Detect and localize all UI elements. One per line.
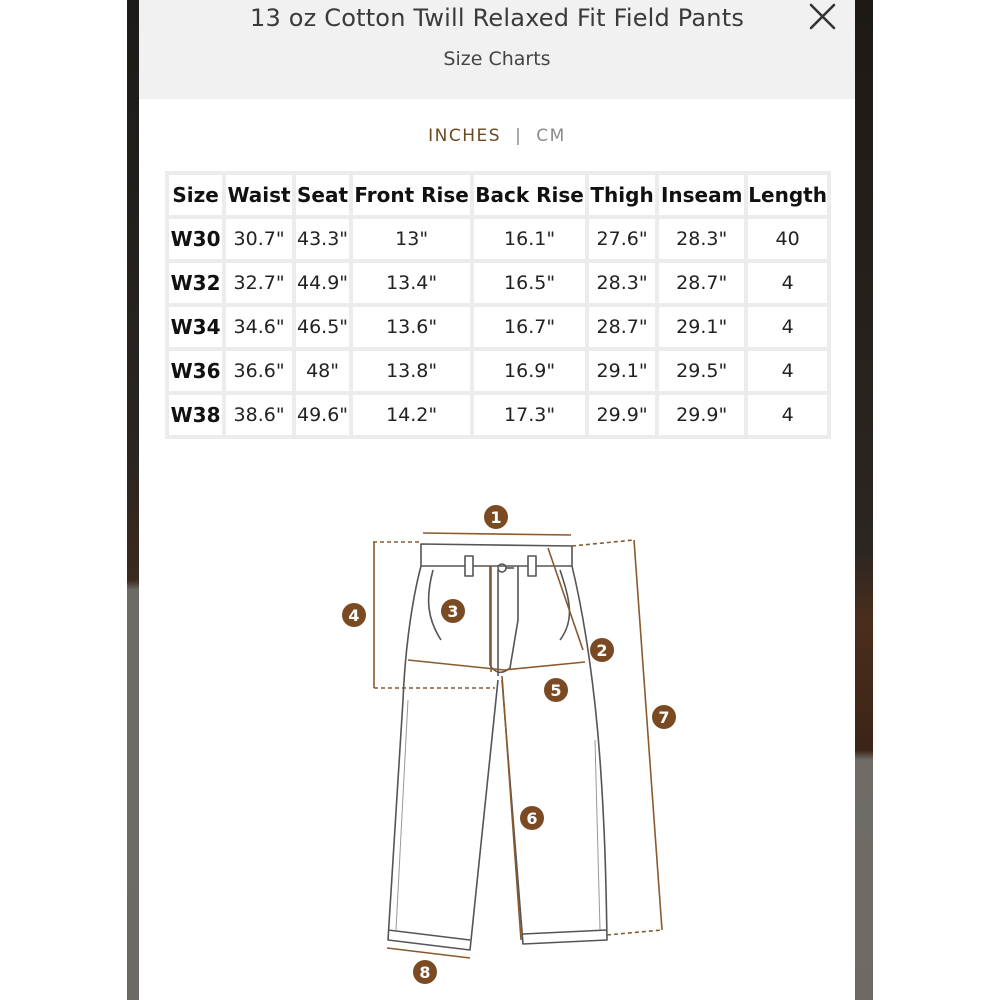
back-rise-cell: 16.1"	[474, 219, 585, 259]
front-rise-cell: 13.8"	[353, 351, 470, 391]
pants-outline	[388, 544, 607, 950]
back-rise-cell: 16.9"	[474, 351, 585, 391]
thigh-cell: 29.9"	[589, 395, 655, 435]
header-length: Length	[748, 175, 827, 215]
svg-text:4: 4	[348, 606, 360, 625]
unit-cm-tab[interactable]: CM	[536, 126, 566, 146]
svg-text:2: 2	[596, 641, 608, 660]
front-rise-cell: 14.2"	[353, 395, 470, 435]
thigh-cell: 28.7"	[589, 307, 655, 347]
svg-text:5: 5	[550, 681, 562, 700]
inseam-cell: 28.3"	[659, 219, 744, 259]
badge-3	[441, 599, 465, 623]
badge-8	[413, 960, 437, 984]
badge-6	[520, 806, 544, 830]
waist-cell: 36.6"	[226, 351, 292, 391]
header-front-rise: Front Rise	[353, 175, 470, 215]
seat-cell: 46.5"	[296, 307, 349, 347]
inseam-cell: 29.1"	[659, 307, 744, 347]
inseam-cell: 29.5"	[659, 351, 744, 391]
length-cell: 4	[748, 263, 827, 303]
front-rise-cell: 13.6"	[353, 307, 470, 347]
back-rise-cell: 16.7"	[474, 307, 585, 347]
seat-cell: 43.3"	[296, 219, 349, 259]
length-cell: 4	[748, 307, 827, 347]
size-cell: W34	[169, 307, 222, 347]
badge-4	[342, 603, 366, 627]
header-seat: Seat	[296, 175, 349, 215]
header-waist: Waist	[226, 175, 292, 215]
svg-text:8: 8	[419, 963, 431, 982]
size-cell: W30	[169, 219, 222, 259]
inseam-cell: 28.7"	[659, 263, 744, 303]
header-inseam: Inseam	[659, 175, 744, 215]
front-rise-cell: 13.4"	[353, 263, 470, 303]
modal-subtitle: Size Charts	[443, 48, 551, 70]
unit-separator: |	[515, 126, 523, 146]
svg-text:3: 3	[447, 602, 459, 621]
unit-inches-tab[interactable]: INCHES	[428, 126, 502, 146]
badge-1	[484, 505, 508, 529]
waist-cell: 34.6"	[226, 307, 292, 347]
badge-2	[590, 638, 614, 662]
header-thigh: Thigh	[589, 175, 655, 215]
badge-7	[652, 705, 676, 729]
back-rise-cell: 17.3"	[474, 395, 585, 435]
length-cell: 4	[748, 395, 827, 435]
inseam-cell: 29.9"	[659, 395, 744, 435]
length-cell: 40	[748, 219, 827, 259]
size-cell: W36	[169, 351, 222, 391]
svg-text:7: 7	[658, 708, 670, 727]
waist-cell: 32.7"	[226, 263, 292, 303]
svg-text:1: 1	[490, 508, 502, 527]
size-cell: W38	[169, 395, 222, 435]
thigh-cell: 29.1"	[589, 351, 655, 391]
size-cell: W32	[169, 263, 222, 303]
thigh-cell: 28.3"	[589, 263, 655, 303]
header-back-rise: Back Rise	[474, 175, 585, 215]
header-size: Size	[169, 175, 222, 215]
seat-cell: 48"	[296, 351, 349, 391]
front-rise-cell: 13"	[353, 219, 470, 259]
waist-cell: 30.7"	[226, 219, 292, 259]
seat-cell: 49.6"	[296, 395, 349, 435]
badge-5	[544, 678, 568, 702]
length-cell: 4	[748, 351, 827, 391]
svg-text:6: 6	[526, 809, 538, 828]
waist-cell: 38.6"	[226, 395, 292, 435]
seat-cell: 44.9"	[296, 263, 349, 303]
thigh-cell: 27.6"	[589, 219, 655, 259]
modal-title: 13 oz Cotton Twill Relaxed Fit Field Pants	[249, 4, 745, 32]
back-rise-cell: 16.5"	[474, 263, 585, 303]
